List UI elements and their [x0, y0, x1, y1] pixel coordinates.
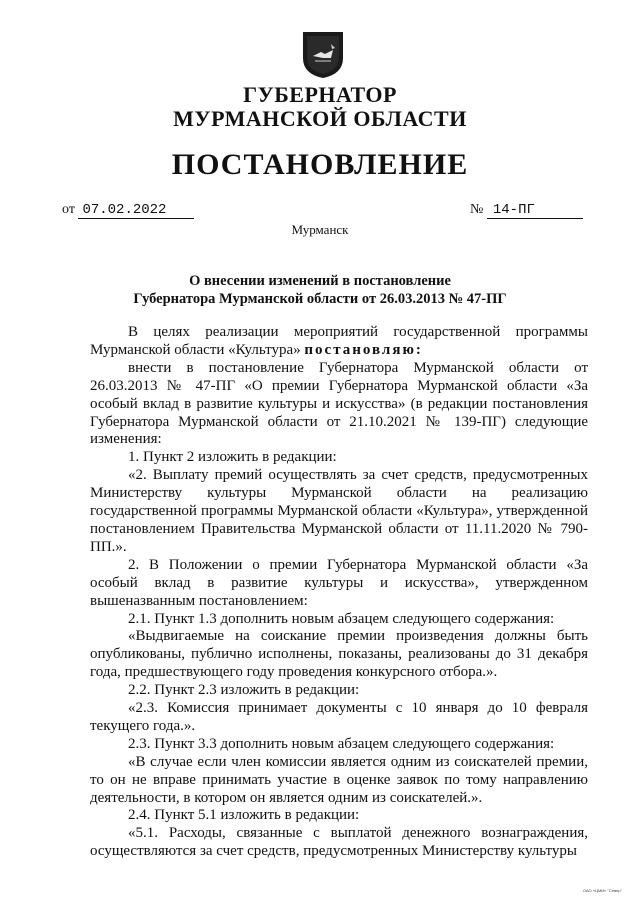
subject-line-1: О внесении изменений в постановление: [189, 273, 451, 289]
decree-word: постановляю:: [304, 341, 423, 358]
paragraph: 2. В Положении о премии Губернатора Мурманской области «За особый вклад в развитие культуры и искусства», утвержденном вышеназванным постановлением:: [90, 556, 588, 609]
document-date: [62, 202, 194, 219]
paragraph: «2. Выплату премий осуществлять за счет средств, предусмотренных Министерству культуры Мурманской области на реализацию государственной программы Мурманской области «Культура», утвержденной постановлением Правительства Мурманской области от 11.11.2020 № 790-ПП.».: [90, 467, 588, 555]
paragraph: «5.1. Расходы, связанные с выплатой денежного вознаграждения, осуществляются за счет средств, предусмотренных Министерству культуры: [90, 825, 588, 860]
paragraph: 2.1. Пункт 1.3 дополнить новым абзацем следующего содержания:: [128, 610, 555, 627]
region-title: МУРМАНСКОЙ ОБЛАСТИ: [173, 106, 467, 131]
paragraph: 2.4. Пункт 5.1 изложить в редакции:: [128, 807, 360, 824]
paragraph: 2.3. Пункт 3.3 дополнить новым абзацем следующего содержания:: [128, 735, 555, 752]
paragraph: 2.2. Пункт 2.3 изложить в редакции:: [128, 682, 360, 699]
subject-line-2: Губернатора Мурманской области от 26.03.2013 № 47-ПГ: [133, 291, 507, 307]
paragraph-preamble: В целях реализации мероприятий государственной программы Мурманской области «Культура» постановляю:: [90, 324, 588, 358]
date-value: 07.02.2022: [78, 202, 194, 219]
date-prefix: от: [62, 202, 75, 217]
print-code: ОАО «ЦМИ» "Север": [582, 888, 622, 893]
city: Мурманск: [291, 222, 349, 237]
number-prefix: №: [470, 202, 484, 217]
coat-of-arms-icon: [301, 28, 345, 80]
authority-title: ГУБЕРНАТОР: [243, 82, 397, 107]
number-value: 14-ПГ: [487, 202, 583, 219]
paragraph: «2.3. Комиссия принимает документы с 10 января до 10 февраля текущего года.».: [90, 700, 588, 734]
paragraph: внести в постановление Губернатора Мурманской области от 26.03.2013 № 47-ПГ «О премии Губернатора Мурманской области «За особый вклад в развитие культуры и искусства» (в редакции постановления Губернатора Мурманской области от 21.10.2021 № 139-ПГ) следующие изменения:: [90, 359, 588, 448]
document-body: [90, 324, 588, 861]
document-type: ПОСТАНОВЛЕНИЕ: [171, 148, 469, 181]
paragraph: «В случае если член комиссии является одним из соискателей премии, то он не вправе принимать участие в оценке заявок по тому направлению деятельности, в котором он является одним из соискателей.».: [90, 753, 588, 806]
paragraph: «Выдвигаемые на соискание премии произведения должны быть опубликованы, публично исполнены, показаны, реализованы до 31 декабря года, предшествующего году проведения конкурсного отбора.».: [90, 628, 588, 681]
paragraph: 1. Пункт 2 изложить в редакции:: [128, 449, 337, 466]
document-number: [470, 202, 583, 219]
document-subject: [0, 272, 640, 308]
